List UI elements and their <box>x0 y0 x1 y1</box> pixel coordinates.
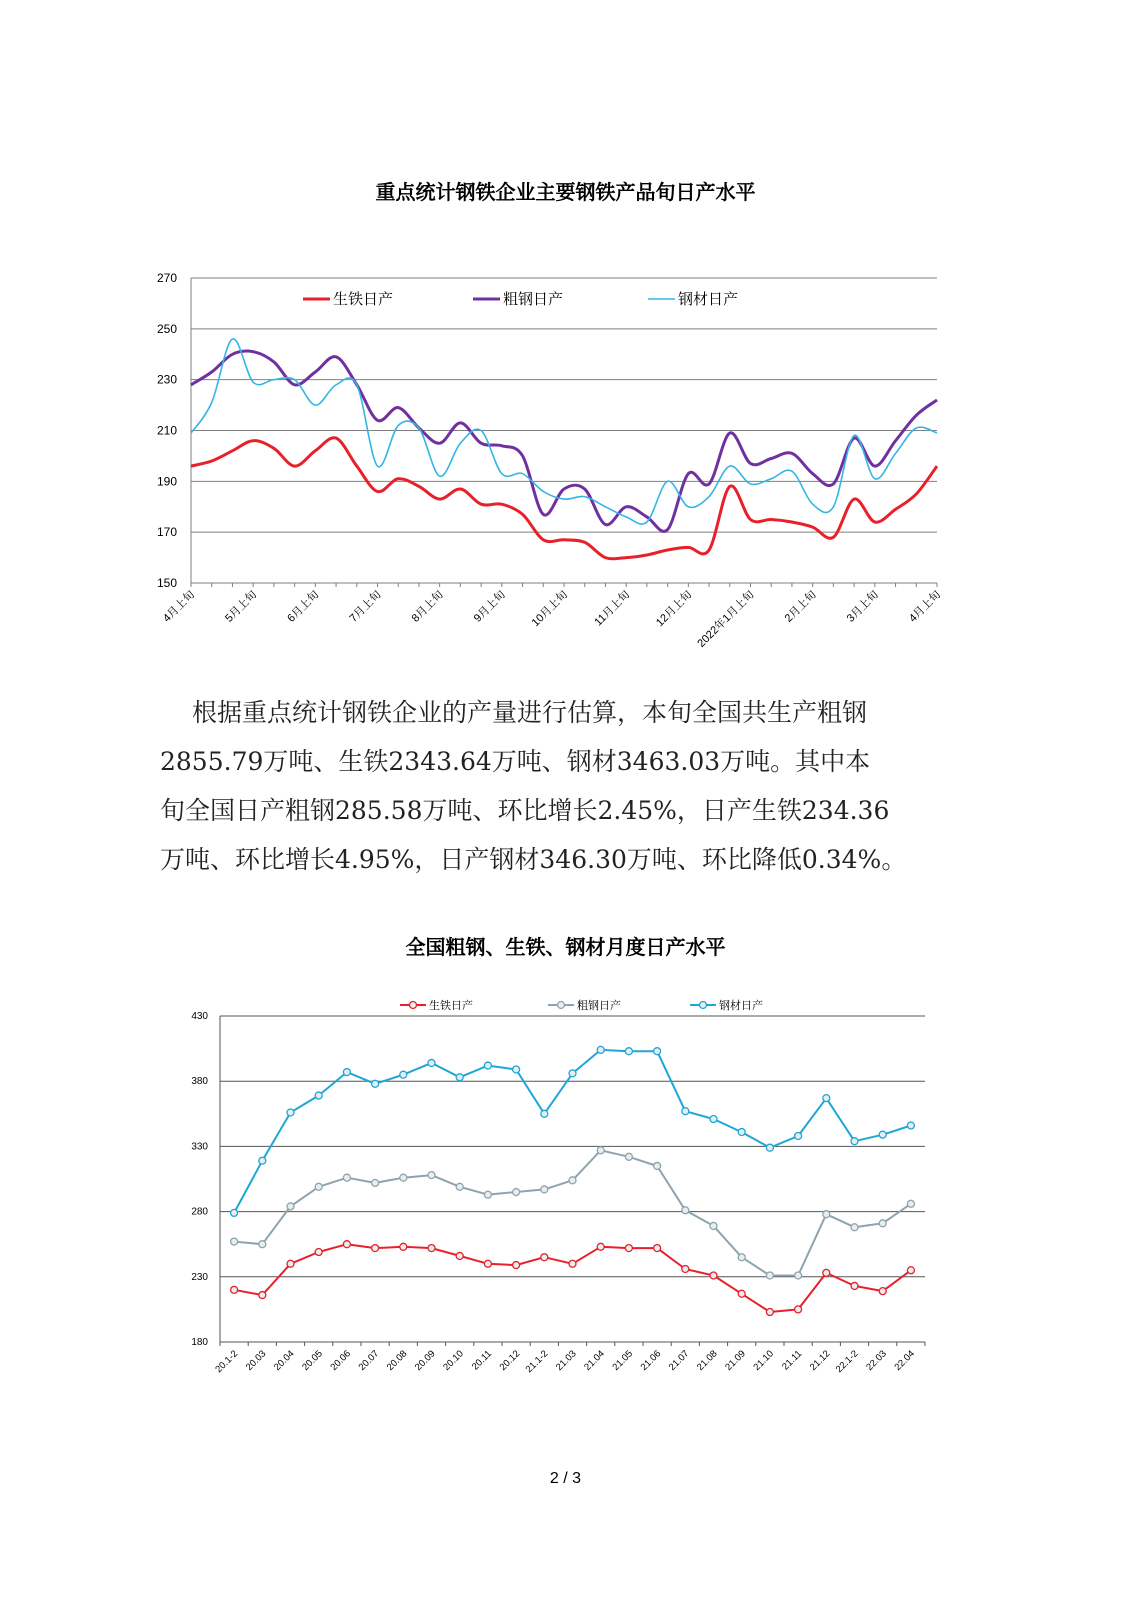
paragraph-line-3: 旬全国日产粗钢285.58万吨、环比增长2.45%，日产生铁234.36 <box>160 796 890 825</box>
chart2-data-point-3 <box>231 1209 238 1216</box>
chart2-y-tick-label: 230 <box>191 1271 208 1283</box>
chart2-data-point-2 <box>654 1162 661 1169</box>
chart1-y-tick-label: 250 <box>156 321 177 336</box>
chart1-x-tick-label: 2月上旬 <box>782 588 819 625</box>
chart2-data-point-3 <box>400 1071 407 1078</box>
chart2-data-point-2 <box>710 1222 717 1229</box>
chart1-y-tick-label: 170 <box>156 525 177 540</box>
chart2-data-point-2 <box>569 1177 576 1184</box>
chart2-data-point-1 <box>456 1252 463 1259</box>
chart2-x-tick-label: 20.06 <box>328 1348 354 1373</box>
chart1-x-tick-label: 8月上旬 <box>409 588 446 625</box>
chart2-data-point-2 <box>484 1191 491 1198</box>
paragraph-line-4: 万吨、环比增长4.95%，日产钢材346.30万吨、环比降低0.34%。 <box>160 845 907 874</box>
chart2-data-point-1 <box>738 1290 745 1297</box>
chart1-x-tick-label: 4月上旬 <box>906 588 944 625</box>
chart2-data-point-3 <box>654 1048 661 1055</box>
chart2-data-point-2 <box>372 1179 379 1186</box>
chart2-data-point-2 <box>766 1272 773 1279</box>
chart1-x-tick-label: 3月上旬 <box>844 588 881 625</box>
chart2-data-point-3 <box>907 1122 914 1129</box>
paragraph-line-2: 2855.79万吨、生铁2343.64万吨、钢材3463.03万吨。其中本 <box>160 747 871 776</box>
chart2-legend-marker-2 <box>558 1002 565 1009</box>
chart2-y-tick-label: 280 <box>191 1206 208 1218</box>
chart2-data-point-1 <box>287 1260 294 1267</box>
chart2-x-tick-label: 21.04 <box>582 1348 607 1373</box>
chart1-y-tick-label: 210 <box>156 423 177 438</box>
chart2-data-point-1 <box>879 1288 886 1295</box>
chart2-data-point-1 <box>654 1245 661 1252</box>
chart2-data-point-1 <box>569 1260 576 1267</box>
chart2-data-point-3 <box>513 1066 520 1073</box>
chart1-y-tick-label: 230 <box>156 372 177 387</box>
chart2-data-point-2 <box>400 1174 407 1181</box>
chart2-data-point-3 <box>315 1092 322 1099</box>
chart2-data-point-2 <box>343 1174 350 1181</box>
chart2-x-tick-label: 20.07 <box>356 1348 382 1373</box>
chart1-x-tick-label: 4月上旬 <box>160 588 198 625</box>
chart2-monthly-daily-output <box>0 990 1131 1410</box>
chart2-series-line-2 <box>234 1150 911 1275</box>
chart2-data-point-3 <box>428 1059 435 1066</box>
chart2-data-point-3 <box>625 1048 632 1055</box>
chart2-x-tick-label: 20.09 <box>413 1348 438 1373</box>
chart2-data-point-3 <box>738 1129 745 1136</box>
chart2-data-point-1 <box>823 1269 830 1276</box>
chart2-x-tick-label: 20.1-2 <box>213 1348 241 1376</box>
chart2-data-point-1 <box>428 1245 435 1252</box>
chart2-data-point-2 <box>231 1238 238 1245</box>
chart1-daily-output-ten-day <box>0 240 1131 680</box>
chart2-x-tick-label: 21.12 <box>807 1348 833 1373</box>
chart2-data-point-3 <box>597 1046 604 1053</box>
chart2-x-tick-label: 21.08 <box>695 1348 720 1373</box>
chart2-data-point-3 <box>569 1070 576 1077</box>
chart2-legend-marker-1 <box>410 1002 417 1009</box>
chart2-y-tick-label: 380 <box>191 1076 208 1088</box>
chart2-data-point-3 <box>541 1110 548 1117</box>
chart2-data-point-2 <box>738 1254 745 1261</box>
chart2-data-point-3 <box>851 1138 858 1145</box>
chart2-data-point-1 <box>625 1245 632 1252</box>
chart2-data-point-1 <box>682 1265 689 1272</box>
chart2-x-tick-label: 21.09 <box>723 1348 748 1373</box>
chart2-data-point-1 <box>851 1282 858 1289</box>
chart2-data-point-2 <box>625 1153 632 1160</box>
chart1-title: 重点统计钢铁企业主要钢铁产品旬日产水平 <box>375 180 756 204</box>
summary-paragraph <box>160 688 960 884</box>
chart1-x-tick-label: 7月上旬 <box>347 588 384 625</box>
chart2-x-tick-label: 20.03 <box>243 1348 269 1373</box>
chart2-data-point-2 <box>428 1172 435 1179</box>
chart2-data-point-1 <box>513 1262 520 1269</box>
chart2-data-point-1 <box>484 1260 491 1267</box>
chart2-x-tick-label: 20.05 <box>300 1348 325 1373</box>
chart2-x-tick-label: 21.10 <box>751 1348 777 1373</box>
chart2-x-tick-label: 21.05 <box>610 1348 636 1373</box>
chart2-x-tick-label: 20.10 <box>441 1348 466 1373</box>
chart2-data-point-2 <box>851 1224 858 1231</box>
chart2-data-point-2 <box>682 1207 689 1214</box>
chart2-x-tick-label: 20.11 <box>469 1348 495 1373</box>
chart2-data-point-1 <box>315 1249 322 1256</box>
chart2-y-tick-label: 330 <box>191 1141 208 1153</box>
chart2-legend-label-2: 粗钢日产 <box>577 1000 621 1012</box>
chart2-data-point-2 <box>823 1211 830 1218</box>
chart2-data-point-1 <box>597 1243 604 1250</box>
paragraph-line-1: 根据重点统计钢铁企业的产量进行估算，本旬全国共生产粗钢 <box>192 698 868 727</box>
chart2-data-point-1 <box>710 1272 717 1279</box>
chart2-data-point-3 <box>343 1069 350 1076</box>
chart2-data-point-1 <box>372 1245 379 1252</box>
chart2-data-point-2 <box>287 1203 294 1210</box>
page-number: 2 / 3 <box>549 1470 582 1487</box>
chart1-x-tick-label: 9月上旬 <box>471 588 508 625</box>
chart2-data-point-1 <box>259 1292 266 1299</box>
chart2-data-point-3 <box>710 1116 717 1123</box>
chart1-series-line-2 <box>191 351 937 531</box>
chart2-series-line-1 <box>234 1244 911 1312</box>
chart2-data-point-3 <box>372 1080 379 1087</box>
chart2-x-tick-label: 22.1-2 <box>833 1348 861 1376</box>
chart1-series-line-3 <box>191 339 937 524</box>
chart1-x-tick-label: 2022年1月上旬 <box>695 588 757 650</box>
chart2-data-point-3 <box>287 1109 294 1116</box>
chart1-legend-label-1: 生铁日产 <box>333 291 394 308</box>
chart2-data-point-1 <box>541 1254 548 1261</box>
chart2-data-point-3 <box>766 1144 773 1151</box>
chart2-data-point-1 <box>766 1309 773 1316</box>
chart2-legend-label-3: 钢材日产 <box>719 1000 763 1012</box>
chart2-x-tick-label: 21.1-2 <box>523 1348 551 1376</box>
chart2-data-point-1 <box>400 1243 407 1250</box>
chart2-data-point-2 <box>259 1241 266 1248</box>
chart2-x-tick-label: 22.03 <box>864 1348 889 1373</box>
chart2-data-point-2 <box>456 1183 463 1190</box>
chart1-x-tick-label: 11月上旬 <box>592 588 633 629</box>
chart2-data-point-2 <box>315 1183 322 1190</box>
chart1-legend-label-2: 粗钢日产 <box>503 291 564 308</box>
chart2-data-point-3 <box>795 1132 802 1139</box>
chart2-y-tick-label: 430 <box>191 1011 208 1022</box>
chart1-y-tick-label: 150 <box>156 576 177 590</box>
chart1-y-tick-label: 190 <box>156 474 177 489</box>
chart2-x-tick-label: 21.07 <box>666 1348 692 1373</box>
chart1-x-tick-label: 5月上旬 <box>223 588 260 625</box>
chart2-data-point-2 <box>541 1186 548 1193</box>
chart2-data-point-2 <box>795 1272 802 1279</box>
chart1-series-line-1 <box>191 438 937 559</box>
chart2-data-point-3 <box>879 1131 886 1138</box>
chart2-data-point-2 <box>597 1147 604 1154</box>
chart2-data-point-2 <box>879 1220 886 1227</box>
chart2-data-point-3 <box>682 1108 689 1115</box>
chart1-legend-label-3: 钢材日产 <box>678 291 739 308</box>
chart1-y-tick-label: 270 <box>156 271 177 285</box>
chart2-title: 全国粗钢、生铁、钢材月度日产水平 <box>405 935 726 959</box>
chart2-x-tick-label: 20.12 <box>497 1348 523 1373</box>
chart2-x-tick-label: 21.11 <box>780 1348 805 1373</box>
chart2-data-point-3 <box>484 1062 491 1069</box>
chart1-x-tick-label: 10月上旬 <box>529 588 571 630</box>
chart2-data-point-3 <box>456 1074 463 1081</box>
chart2-x-tick-label: 20.04 <box>272 1348 297 1373</box>
chart2-data-point-1 <box>907 1267 914 1274</box>
chart2-y-tick-label: 180 <box>191 1337 208 1348</box>
chart2-data-point-1 <box>795 1306 802 1313</box>
chart2-x-tick-label: 21.06 <box>638 1348 664 1373</box>
chart2-data-point-3 <box>823 1095 830 1102</box>
chart2-x-tick-label: 20.08 <box>384 1348 410 1373</box>
chart2-data-point-1 <box>343 1241 350 1248</box>
chart2-legend-marker-3 <box>700 1002 707 1009</box>
chart2-x-tick-label: 22.04 <box>892 1348 918 1373</box>
chart2-legend-label-1: 生铁日产 <box>429 1000 473 1012</box>
chart2-data-point-2 <box>513 1189 520 1196</box>
chart1-x-tick-label: 6月上旬 <box>285 588 322 625</box>
chart2-data-point-3 <box>259 1157 266 1164</box>
chart2-data-point-2 <box>907 1200 914 1207</box>
chart2-x-tick-label: 21.03 <box>554 1348 579 1373</box>
chart2-data-point-1 <box>231 1286 238 1293</box>
chart1-x-tick-label: 12月上旬 <box>653 588 695 630</box>
